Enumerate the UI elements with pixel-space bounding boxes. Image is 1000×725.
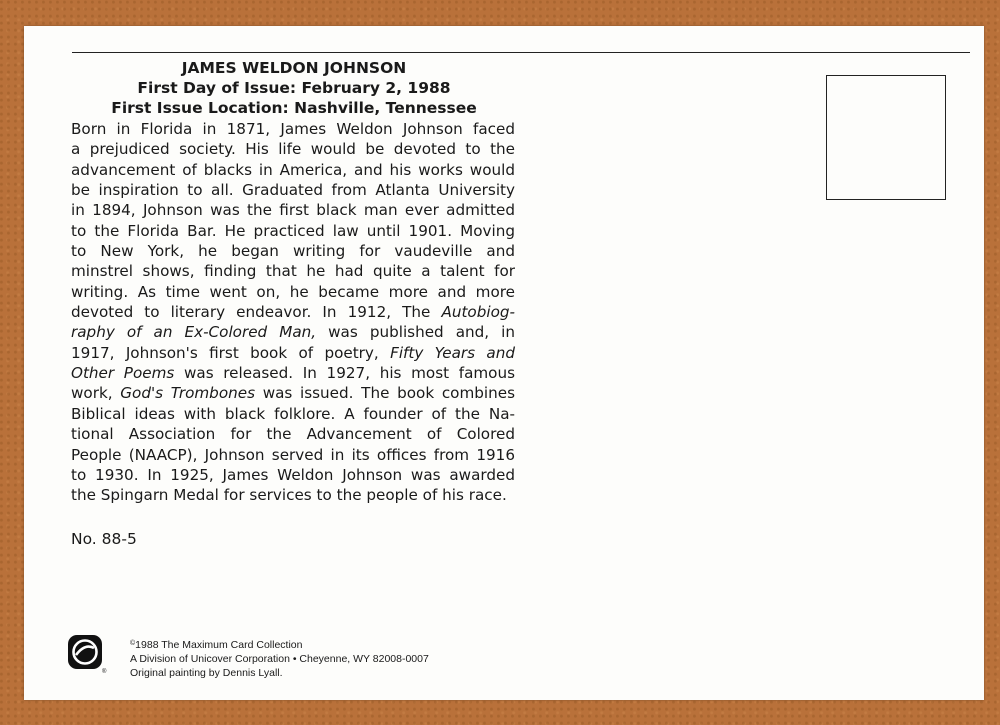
card-number: No. 88-5 <box>71 530 137 548</box>
bio-line: minstrel shows, finding that he had quite a talent for <box>71 262 515 281</box>
bio-segment: was issued. The book combines <box>262 384 515 403</box>
bio-segment: 1917, Johnson's first book of poetry, <box>71 343 379 362</box>
bio-line: in 1894, Johnson was the first black man ever admitted <box>71 201 515 220</box>
card-heading <box>72 58 516 118</box>
book-title-italic: Fifty Years and <box>390 343 516 362</box>
bio-segment: was released. In 1927, his most famous <box>183 364 516 383</box>
top-divider <box>72 52 970 53</box>
bio-line: the Spingarn Medal for services to the people of his race. <box>71 486 507 505</box>
unicover-logo-icon <box>67 634 107 674</box>
bio-line <box>71 383 515 403</box>
subject-name: JAMES WELDON JOHNSON <box>181 59 407 77</box>
bio-line: advancement of blacks in America, and his works would <box>71 160 515 179</box>
bio-line: to the Florida Bar. He practiced law until 1901. Moving <box>71 221 515 240</box>
copyright-line <box>130 637 429 652</box>
stamp-placeholder-box <box>826 75 946 200</box>
bio-line: be inspiration to all. Graduated from Atlanta University <box>71 181 515 200</box>
bio-line: tional Association for the Advancement of Colored <box>71 425 515 444</box>
bio-line <box>71 302 515 322</box>
bio-line <box>71 363 515 383</box>
bio-line: to 1930. In 1925, James Weldon Johnson was awarded <box>71 465 515 484</box>
book-title-italic: God's Trombones <box>120 384 255 403</box>
bio-line: writing. As time went on, he became more and more <box>71 282 515 301</box>
book-title-italic: Other Poems <box>71 364 175 383</box>
postcard-back <box>24 26 984 700</box>
copyright-mark: © <box>130 640 136 647</box>
publisher-address: A Division of Unicover Corporation • Cheyenne, WY 82008-0007 <box>130 653 429 665</box>
bio-line: People (NAACP), Johnson served in its offices from 1916 <box>71 445 515 464</box>
book-title-italic: Autobiog- <box>441 303 515 322</box>
first-issue-location: First Issue Location: Nashville, Tennessee <box>111 99 477 117</box>
bio-line: Born in Florida in 1871, James Weldon Johnson faced <box>71 120 515 138</box>
bio-line <box>71 322 515 342</box>
bio-segment: devoted to literary endeavor. In 1912, The <box>71 303 431 322</box>
bio-line <box>71 343 515 363</box>
copyright-text: 1988 The Maximum Card Collection <box>135 639 303 651</box>
book-title-italic: raphy of an Ex-Colored Man, <box>71 323 317 342</box>
publisher-credits <box>130 637 429 680</box>
bio-line: a prejudiced society. His life would be devoted to the <box>71 140 515 159</box>
first-day-of-issue: First Day of Issue: February 2, 1988 <box>137 79 451 97</box>
registered-mark: ® <box>102 669 107 674</box>
bio-line: Biblical ideas with black folklore. A founder of the Na- <box>71 404 515 423</box>
bio-line: to New York, he began writing for vaudeville and <box>71 242 515 261</box>
bio-segment: work, <box>71 384 113 403</box>
biography-text <box>71 119 515 506</box>
bio-segment: was published and, in <box>328 323 515 342</box>
painting-credit: Original painting by Dennis Lyall. <box>130 667 283 679</box>
